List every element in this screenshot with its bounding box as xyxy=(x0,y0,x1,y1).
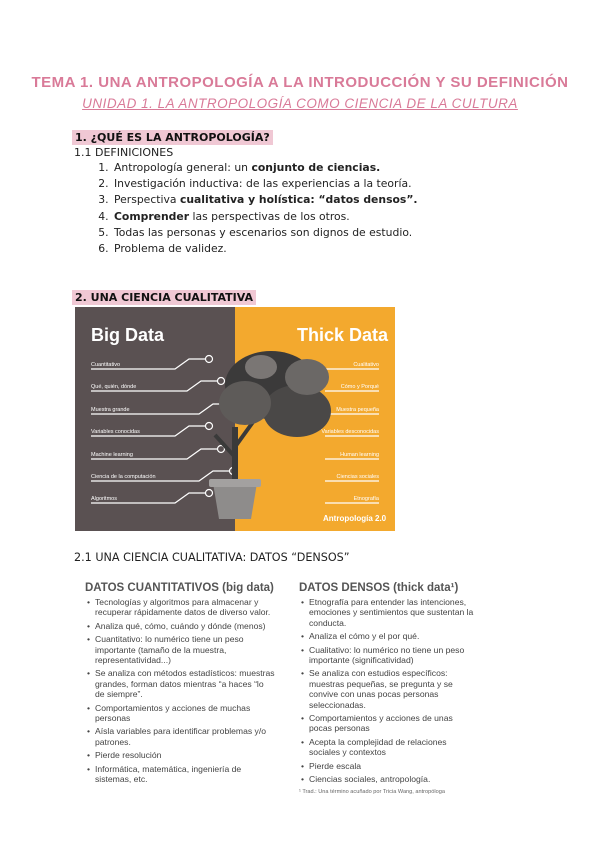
thick-item: • Etnografía para entender las intenciones, emociones y sentimientos que sustentan la conducta. xyxy=(309,597,477,628)
thick-data-label: Variables desconocidas xyxy=(321,429,379,435)
definition-item: 4. Comprender las perspectivas de los otros. xyxy=(112,209,572,225)
footnote: ¹ Trad.: Una término acuñado por Tricia Wang, antropóloga xyxy=(299,788,445,795)
thick-data-label: Human learning xyxy=(340,452,379,458)
quantitative-item: • Tecnologías y algoritmos para almacenar y recuperar rápidamente datos de diverso valor. xyxy=(95,597,275,618)
thick-data-label: Etnografía xyxy=(353,496,379,502)
section-1-heading: 1. ¿QUÉ ES LA ANTROPOLOGÍA? xyxy=(72,130,273,145)
thick-item: • Se analiza con estudios específicos: muestras pequeñas, se pregunta y se convive con unas pocas personas seleccionadas. xyxy=(309,668,477,710)
definition-item: 6. Problema de validez. xyxy=(112,241,572,257)
quantitative-title: DATOS CUANTITATIVOS (big data) xyxy=(85,582,274,594)
circuit-node xyxy=(206,423,213,430)
thick-data-label: Ciencias sociales xyxy=(336,474,379,480)
thick-item: • Cualitativo: lo numérico no tiene un peso importante (significatividad) xyxy=(309,645,477,666)
quantitative-item: • Informática, matemática, ingeniería de sistemas, etc. xyxy=(95,764,275,785)
big-data-label: Variables conocidas xyxy=(91,429,140,435)
big-data-label: Cuantitativo xyxy=(91,362,121,368)
thick-data-label: Muestra pequeña xyxy=(336,407,379,413)
quantitative-item: • Analiza qué, cómo, cuándo y dónde (menos) xyxy=(95,621,275,631)
quantitative-item: • Pierde resolución xyxy=(95,750,275,760)
quantitative-list xyxy=(85,597,275,785)
image-caption: Antropología 2.0 xyxy=(323,514,387,523)
quantitative-item: • Cuantitativo: lo numérico tiene un peso importante (tamaño de la muestra, representatividad...) xyxy=(95,634,275,665)
big-data-vs-thick-data-image xyxy=(75,307,395,531)
thick-list xyxy=(299,597,477,785)
thick-data-label: Cualitativo xyxy=(353,362,379,368)
big-data-label: Muestra grande xyxy=(91,407,130,413)
definition-item: 2. Investigación inductiva: de las experiencias a la teoría. xyxy=(112,176,572,192)
quantitative-item: • Aísla variables para identificar problemas y/o patrones. xyxy=(95,726,275,747)
section-2-1-subheading: 2.1 UNA CIENCIA CUALITATIVA: DATOS “DENSOS” xyxy=(74,551,350,564)
section-2-heading: 2. UNA CIENCIA CUALITATIVA xyxy=(72,290,256,305)
thick-item: • Acepta la complejidad de relaciones sociales y contextos xyxy=(309,737,477,758)
document-title: TEMA 1. UNA ANTROPOLOGÍA A LA INTRODUCCIÓN Y SU DEFINICIÓN xyxy=(31,74,569,91)
thick-item: • Pierde escala xyxy=(309,761,477,771)
big-data-label: Algoritmos xyxy=(91,496,117,502)
big-data-label: Ciencia de la computación xyxy=(91,474,156,480)
circuit-node xyxy=(206,490,213,497)
thick-item: • Analiza el cómo y el por qué. xyxy=(309,631,477,641)
thick-data-title: Thick Data xyxy=(297,325,389,345)
thick-item: • Comportamientos y acciones de unas pocas personas xyxy=(309,713,477,734)
big-data-label: Machine learning xyxy=(91,452,133,458)
quantitative-data-column xyxy=(85,582,275,788)
definition-item: 5. Todas las personas y escenarios son dignos de estudio. xyxy=(112,225,572,241)
thick-data-label: Cómo y Porqué xyxy=(340,384,379,390)
thick-data-column xyxy=(299,582,477,795)
definition-item: 1. Antropología general: un conjunto de ciencias. xyxy=(112,160,572,176)
section-1-1-subheading: 1.1 DEFINICIONES xyxy=(74,146,174,159)
thick-item: • Ciencias sociales, antropología. xyxy=(309,774,477,784)
definition-item: 3. Perspectiva cualitativa y holística: “datos densos”. xyxy=(112,192,572,208)
quantitative-item: • Comportamientos y acciones de muchas personas xyxy=(95,703,275,724)
quantitative-item: • Se analiza con métodos estadísticos: muestras grandes, forman datos mientras “a haces “lo de siempre”. xyxy=(95,668,275,699)
circuit-node xyxy=(206,356,213,363)
circuit-node xyxy=(218,378,225,385)
thick-title: DATOS DENSOS (thick data¹) xyxy=(299,582,459,594)
big-data-label: Qué, quién, dónde xyxy=(91,384,137,390)
definitions-list xyxy=(72,160,572,257)
document-subtitle: UNIDAD 1. LA ANTROPOLOGÍA COMO CIENCIA DE LA CULTURA xyxy=(82,96,518,111)
big-data-title: Big Data xyxy=(91,325,165,345)
